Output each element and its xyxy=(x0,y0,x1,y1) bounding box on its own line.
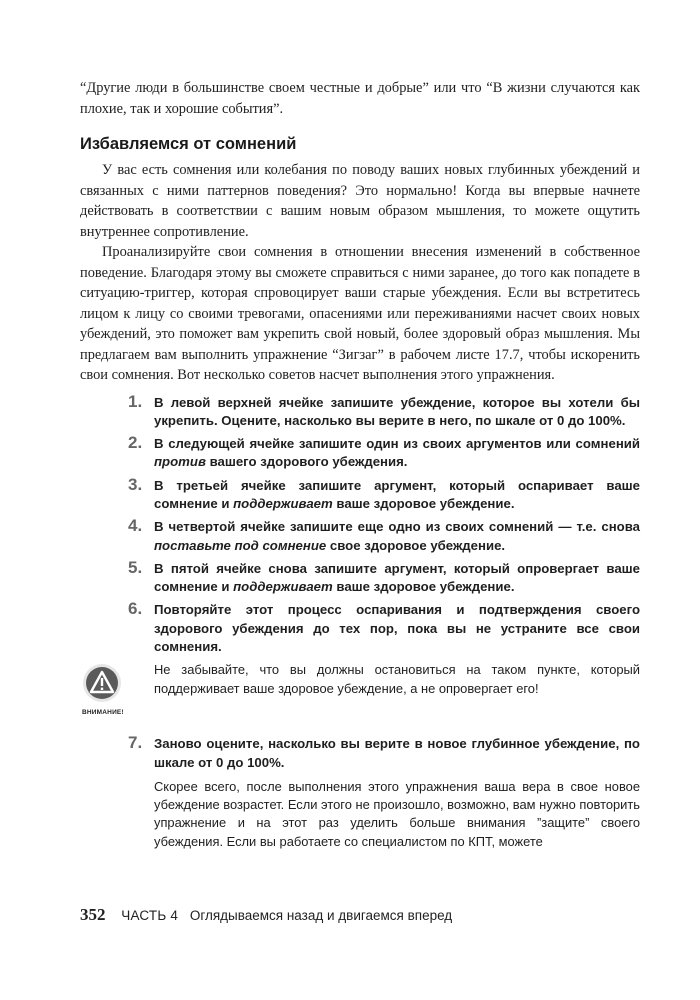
warning-label: ВНИМАНИЕ! xyxy=(82,709,124,717)
steps-list-continued xyxy=(80,735,640,772)
section-heading: Избавляемся от сомнений xyxy=(80,135,297,153)
emphasized-text: против xyxy=(154,454,206,470)
step-number: 5. xyxy=(128,557,143,577)
step-text-segment: Повторяйте этот процесс оспаривания и подтверждения своего здорового убеждения до тех пор, пока вы не устраните все свои сомнения. xyxy=(154,602,640,655)
emphasized-text: поддерживает xyxy=(233,495,333,511)
step-item xyxy=(80,601,640,656)
step-text xyxy=(154,602,640,654)
page-footer xyxy=(80,905,452,925)
emphasized-text: поддерживает xyxy=(233,579,333,595)
page-body xyxy=(80,78,640,851)
warning-callout xyxy=(80,661,640,723)
step-text-segment: В пятой ячейке снова запишите аргумент, который опровергает ваше сомнение и xyxy=(154,560,640,595)
step-text: Заново оцените, насколько вы верите в новое глубинное убеждение, по шкале от 0 до 100%. xyxy=(154,736,640,770)
step-number: 2. xyxy=(128,433,143,453)
step-text-segment: ваше здоровое убеждение. xyxy=(332,579,515,595)
step-item xyxy=(80,435,640,472)
step-item xyxy=(80,391,640,431)
intro-paragraph: “Другие люди в большинстве своем честные и добрые” или что “В жизни случаются как плохие, так и хорошие события”. xyxy=(80,80,640,117)
steps-list xyxy=(80,391,640,657)
step-text xyxy=(154,561,640,594)
warning-triangle-icon xyxy=(82,663,122,703)
step-text xyxy=(154,519,640,552)
step-text-segment: свое здоровое убеждение. xyxy=(326,537,506,553)
step-text xyxy=(154,395,640,428)
step-item xyxy=(80,474,640,514)
part-title: Оглядываемся назад и двигаемся вперед xyxy=(189,908,453,923)
step-text-segment: ваше здоровое убеждение. xyxy=(332,495,515,511)
step-item xyxy=(80,735,640,772)
step-text-segment: В левой верхней ячейке запишите убеждение, которое вы хотели бы укрепить. Оцените, насколько вы верите в него, по шкале от 0 до 100%. xyxy=(154,394,640,428)
body-paragraph: У вас есть сомнения или колебания по поводу ваших новых глубинных убеждений и связанных с ними паттернов поведения? Это нормально! Когда вы впервые начнете действовать в соответствии с вашим новым образом мышления, то можете ощутить внутреннее сопротивление. xyxy=(80,162,640,240)
step-number: 6. xyxy=(128,599,143,619)
step-number: 1. xyxy=(128,391,143,411)
emphasized-text: поставьте под сомнение xyxy=(154,537,327,553)
step-text-segment: В третьей ячейке запишите аргумент, который оспаривает ваше сомнение и xyxy=(154,477,640,511)
warning-text: Не забывайте, что вы должны остановиться на таком пункте, который поддерживает ваше здоровое убеждение, а не опровергает его! xyxy=(154,662,640,696)
body-paragraph: Проанализируйте свои сомнения в отношении внесения изменений в собственное поведение. Благодаря этому вы сможете справиться с ними заранее, до того как попадете в ситуацию-триггер, которая спровоцирует ваши старые убеждения. Если вы встретитесь лицом к лицу со своими тревогами, опасениями или переживаниями насчет своих новых убеждений, это поможет вам укрепить свой новый, более здоровый образ мышления. Мы предлагаем вам выполнить упражнение “Зигзаг” в рабочем листе 17.7, чтобы искоренить свои сомнения. Вот несколько советов насчет выполнения этого упражнения. xyxy=(80,244,640,383)
step-item xyxy=(80,557,640,597)
step-text xyxy=(154,478,640,511)
step-number: 3. xyxy=(128,474,143,494)
page-number: 352 xyxy=(80,905,106,924)
part-label: ЧАСТЬ 4 xyxy=(121,908,179,923)
step-number: 4. xyxy=(128,516,143,536)
step-text-segment: вашего здорового убеждения. xyxy=(205,454,408,470)
step-text-segment: В четвертой ячейке запишите еще одно из своих сомнений — т.е. снова xyxy=(154,519,640,535)
warning-badge xyxy=(82,663,122,716)
step-item xyxy=(80,518,640,555)
after-paragraph: Скорее всего, после выполнения этого упражнения ваша вера в свое новое убеждение возрастет. Если этого не произошло, возможно, вам нужно повторить упражнение и на этот раз уделить больше внимания ”защите” своего убеждения. Если вы работаете со специалистом по КПТ, можете xyxy=(154,778,640,849)
step-text-segment: В следующей ячейке запишите один из своих аргументов или сомнений xyxy=(154,436,640,452)
step-text xyxy=(154,436,640,469)
step-number: 7. xyxy=(128,733,143,753)
